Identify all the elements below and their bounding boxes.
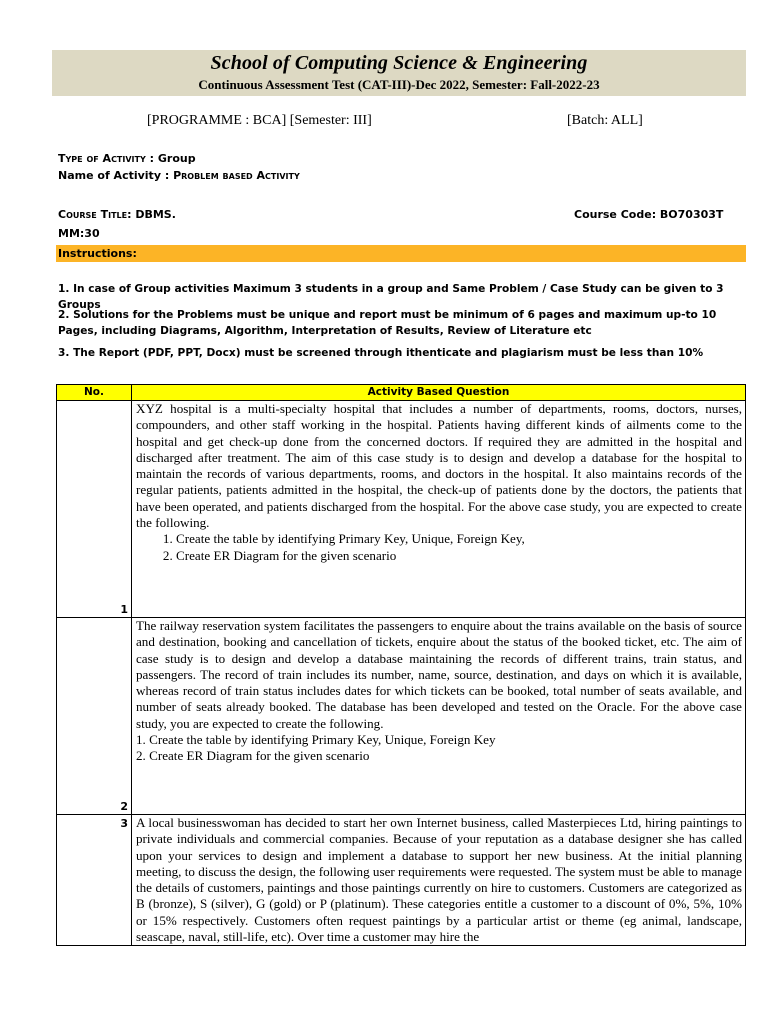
row-number: 1 <box>120 603 128 616</box>
school-title: School of Computing Science & Engineering <box>210 52 588 74</box>
activity-name <box>58 169 300 182</box>
batch: [Batch: ALL] <box>567 113 643 128</box>
instruction-3: 3. The Report (PDF, PPT, Docx) must be screened through ithenticate and plagiarism must be less than 10% <box>58 347 704 359</box>
activity-type <box>58 152 196 165</box>
row-number-cell <box>57 618 132 815</box>
task-item: 1. Create the table by identifying Primary Key, Unique, Foreign Key <box>136 732 496 748</box>
exam-subtitle: Continuous Assessment Test (CAT-III)-Dec 2022, Semester: Fall-2022-23 <box>198 77 600 92</box>
instructions-heading: Instructions: <box>56 245 746 262</box>
max-marks: MM:30 <box>58 227 100 240</box>
question-tasks <box>136 531 742 564</box>
task-item: 1. Create the table by identifying Primary Key, Unique, Foreign Key, <box>176 531 742 547</box>
course-title-value: DBMS. <box>135 208 176 221</box>
activity-name-label: Name of Activity : <box>58 169 170 182</box>
activity-type-value: Group <box>157 152 196 165</box>
table-row <box>57 401 746 618</box>
question-cell <box>132 401 746 618</box>
course-title-label: Course Title: <box>58 208 132 221</box>
question-cell <box>132 815 746 946</box>
question-text: A local businesswoman has decided to start her own Internet business, called Masterpieces Ltd, hiring paintings to private individuals and commercial companies. Because of your reputation as a database designer she has called upon your services to design and implement a database to support her new business. At the initial planning meeting, to discuss the design, the following user requirements were requested. The system must be able to manage the details of customers, paintings and those paintings currently on hire to customers. Customers are categorized as B (bronze), S (silver), G (gold) or P (platinum). These categories entitle a customer to a discount of 0%, 5%, 10% or 15% respectively. Customers often request paintings by a particular artist or theme (eg animal, landscape, seascape, naval, still-life, etc). Over time a customer may hire the <box>136 815 742 945</box>
table-header-row <box>57 385 746 401</box>
task-item: 2. Create ER Diagram for the given scenario <box>176 548 742 564</box>
course-title <box>58 208 176 221</box>
column-header-no: No. <box>57 385 132 401</box>
question-cell <box>132 618 746 815</box>
instruction-2: 2. Solutions for the Problems must be unique and report must be minimum of 6 pages and maximum up-to 10 Pages, including Diagrams, Algorithm, Interpretation of Results, Review of Literature etc <box>58 309 717 337</box>
activity-table <box>56 384 746 946</box>
table-row <box>57 815 746 946</box>
row-number: 3 <box>120 817 128 830</box>
row-number-cell <box>57 401 132 618</box>
question-text: XYZ hospital is a multi-specialty hospital that includes a number of departments, rooms, doctors, nurses, compounders, and other staff working in the hospital. Patients having different kinds of ailments come to the hospital and get check-up done from the concerned doctors. If required they are admitted in the hospital and discharged after treatment. The aim of this case study is to design and develop a database for the hospital to maintain the records of various departments, rooms, and doctors in the hospital. It also maintains records of the regular patients, patients admitted in the hospital, the check-up of patients done by the doctors, the patients that have been operated, and patients discharged from the hospital. For the above case study, you are expected to create the following. <box>136 401 742 531</box>
column-header-question: Activity Based Question <box>132 385 746 401</box>
instruction-1: 1. In case of Group activities Maximum 3 students in a group and Same Problem / Case Study can be given to 3 Groups <box>58 283 724 311</box>
table-row <box>57 618 746 815</box>
programme-semester: [PROGRAMME : BCA] [Semester: III] <box>147 113 372 128</box>
row-number: 2 <box>120 800 128 813</box>
row-number-cell <box>57 815 132 946</box>
course-code: Course Code: BO70303T <box>574 208 724 221</box>
activity-name-value: Problem based Activity <box>173 169 300 182</box>
activity-type-label: Type of Activity : <box>58 152 155 165</box>
task-item: 2. Create ER Diagram for the given scenario <box>136 748 370 764</box>
question-text: The railway reservation system facilitates the passengers to enquire about the trains available on the basis of source and destination, booking and cancellation of tickets, enquire about the status of the booked ticket, etc. The aim of case study is to design and develop a database maintaining the records of different trains, train status, and passengers. The record of train includes its number, name, source, destination, and days on which it is available, whereas record of train status includes dates for which tickets can be booked, total number of seats available, and number of seats already booked. The database has been developed and tested on the Oracle. For the above case study, you are expected to create the following. <box>136 618 742 731</box>
